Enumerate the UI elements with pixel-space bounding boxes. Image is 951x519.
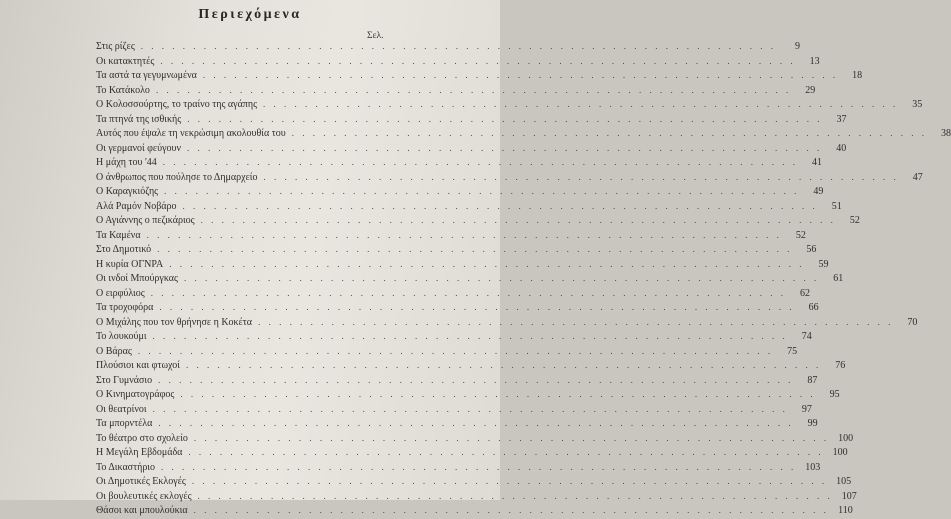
toc-entry-title: Οι βουλευτικές εκλογές <box>96 490 192 502</box>
toc-dot-leader <box>186 360 821 370</box>
toc-entry-page: 70 <box>907 316 918 328</box>
toc-entry-title: Οι γερμανοί φεύγουν <box>96 142 181 154</box>
toc-entry-page: 95 <box>829 389 840 400</box>
toc-entry-page: 51 <box>831 200 842 212</box>
toc-entry <box>96 215 860 229</box>
toc-entry-page: 49 <box>813 186 824 197</box>
toc-entry-title: Αλά Ραμόν Νοβάρο <box>96 200 177 212</box>
toc-entry-title: Η μάχη του '44 <box>96 157 157 168</box>
toc-entry-page: 62 <box>799 287 810 299</box>
toc-entry-title: Οι θεατρίνοι <box>96 403 147 415</box>
toc-dot-leader <box>187 114 822 124</box>
toc-entry-page: 66 <box>808 302 819 313</box>
toc-entry <box>96 186 824 200</box>
toc-dot-leader <box>164 186 799 196</box>
toc-entry <box>96 360 846 374</box>
toc-dot-leader <box>183 201 818 211</box>
toc-entry-title: Ο Βάρας <box>96 345 132 357</box>
toc-entry <box>96 229 806 244</box>
toc-entry <box>96 55 820 70</box>
toc-entry-page: 105 <box>836 476 852 487</box>
toc-entry <box>96 84 816 99</box>
toc-entry-title: Στο Γυμνάσιο <box>96 374 153 386</box>
toc-entry-title: Οι ινδοί Μπούργκας <box>96 273 178 284</box>
toc-entry <box>96 447 848 461</box>
toc-entry-title: Τα πτηνά της ισθικής <box>96 113 182 125</box>
toc-dot-leader <box>258 317 893 327</box>
toc-entry <box>96 113 847 128</box>
toc-entry <box>96 157 823 171</box>
toc-entry-title: Οι κατακτητές <box>96 55 155 67</box>
toc-entry <box>96 461 821 476</box>
page-title: Περιεχόμενα <box>198 7 302 22</box>
toc-entry <box>96 505 853 519</box>
toc-dot-leader <box>203 70 838 80</box>
toc-dot-leader <box>180 389 815 399</box>
toc-dot-leader <box>163 157 798 167</box>
toc-entry-page: 107 <box>841 490 857 502</box>
toc-entry <box>96 389 840 403</box>
toc-dot-leader <box>187 143 822 153</box>
toc-dot-leader <box>153 331 788 341</box>
toc-entry-page: 99 <box>807 418 818 429</box>
toc-entry-page: 18 <box>852 70 863 81</box>
toc-dot-leader <box>198 491 833 501</box>
toc-entry-page: 110 <box>838 505 853 516</box>
toc-entry-page: 56 <box>806 244 817 255</box>
toc-entry-page: 40 <box>836 142 847 154</box>
toc-entry-title: Ο Αγιάννης ο πεζικάριος <box>96 215 195 226</box>
toc-entry <box>96 171 923 186</box>
toc-entry <box>96 70 863 84</box>
toc-entry-page: 59 <box>818 258 829 270</box>
toc-entry-title: Αυτός που έψαλε τη νεκρώσιμη ακολουθία του <box>96 128 286 139</box>
toc-entry-page: 37 <box>836 113 847 125</box>
toc-dot-leader <box>151 288 786 298</box>
toc-entry <box>96 316 918 331</box>
toc-dot-leader <box>188 447 823 457</box>
toc-dot-leader <box>141 41 776 51</box>
toc-entry-title: Το Δικαστήριο <box>96 461 155 473</box>
toc-entry <box>96 331 812 345</box>
toc-entry-page: 41 <box>812 157 823 168</box>
toc-entry-page: 74 <box>801 331 812 342</box>
toc-entry <box>96 128 951 142</box>
toc-entry-title: Ο Κολοσσούρτης, το τραίνο της αγάπης <box>96 99 258 110</box>
toc-entry <box>96 273 844 287</box>
toc-entry-page: 75 <box>787 345 798 357</box>
toc-dot-leader <box>147 230 782 240</box>
toc-entry-page: 38 <box>940 128 951 139</box>
toc-entry-page: 103 <box>805 461 821 473</box>
toc-entry-title: Στις ρίζες <box>96 41 135 52</box>
toc-entry-page: 35 <box>912 99 923 110</box>
toc-entry-title: Ο άνθρωπος που πούλησε το Δημαρχείο <box>96 171 258 183</box>
toc-entry <box>96 403 812 418</box>
toc-dot-leader <box>192 476 827 486</box>
toc-dot-leader <box>138 346 773 356</box>
toc-entry-title: Το θέατρο στο σχολείο <box>96 432 188 444</box>
page-column-header: Σελ. <box>367 31 384 41</box>
toc-dot-leader <box>292 128 927 138</box>
toc-entry-title: Ο Κινηματογράφος <box>96 389 175 400</box>
toc-dot-leader <box>160 56 795 66</box>
toc-dot-leader <box>169 259 804 269</box>
toc-entry <box>96 345 798 360</box>
toc-entry-title: Θάσοι και μπουλούκια <box>96 505 188 516</box>
toc-entry-page: 87 <box>807 374 818 386</box>
toc-entry <box>96 200 842 215</box>
toc-entry <box>96 142 847 157</box>
toc-dot-leader <box>158 418 793 428</box>
toc-dot-leader <box>194 505 829 515</box>
toc-entry-title: Η Μεγάλη Εβδομάδα <box>96 447 183 458</box>
toc-entry <box>96 244 817 258</box>
toc-dot-leader <box>184 273 819 283</box>
toc-entry-page: 100 <box>838 432 854 444</box>
toc-entry-title: Στο Δημοτικό <box>96 244 152 255</box>
toc-entry <box>96 41 801 55</box>
toc-dot-leader <box>157 244 792 254</box>
toc-entry <box>96 476 852 490</box>
toc-entry-title: Τα Καμένα <box>96 229 141 241</box>
toc-entry <box>96 374 818 389</box>
toc-entry <box>96 287 810 302</box>
toc-entry-title: Το Κατάκολο <box>96 84 150 96</box>
toc-entry-title: Τα αστά τα γεγυμνωμένα <box>96 70 197 81</box>
toc-entry-page: 13 <box>809 55 820 67</box>
toc-entry <box>96 490 857 505</box>
toc-entry <box>96 432 854 447</box>
toc-dot-leader <box>159 302 794 312</box>
toc-entry-page: 61 <box>833 273 844 284</box>
toc-entry <box>96 418 818 432</box>
toc-entry-title: Ο ειρφύλιος <box>96 287 145 299</box>
toc-entry-title: Οι Δημοτικές Εκλογές <box>96 476 186 487</box>
toc-entry-page: 52 <box>795 229 806 241</box>
toc-entry-title: Ο Καραγκιόζης <box>96 186 159 197</box>
toc-dot-leader <box>263 172 898 182</box>
toc-entry <box>96 302 819 316</box>
toc-entry-page: 97 <box>801 403 812 415</box>
toc-entry-title: Ο Μιχάλης που τον θρήνησε η Κοκέτα <box>96 316 253 328</box>
toc-entry-page: 9 <box>795 41 801 52</box>
toc-entry-page: 100 <box>832 447 848 458</box>
toc-entry-page: 29 <box>805 84 816 96</box>
toc-entry-page: 76 <box>835 360 846 371</box>
toc-entry-title: Το λουκούμι <box>96 331 147 342</box>
toc-dot-leader <box>158 375 793 385</box>
toc-dot-leader <box>153 404 788 414</box>
toc-dot-leader <box>156 85 791 95</box>
toc-entry-page: 47 <box>912 171 923 183</box>
toc-dot-leader <box>201 215 836 225</box>
toc-entry-title: Τα μπορντέλα <box>96 418 153 429</box>
toc-entry-title: Πλούσιοι και φτωχοί <box>96 360 180 371</box>
toc-dot-leader <box>194 433 829 443</box>
toc-entry-title: Η κυρία ΟΓΝΡΑ <box>96 258 164 270</box>
toc-dot-leader <box>161 462 796 472</box>
toc-entry-page: 52 <box>849 215 860 226</box>
toc-dot-leader <box>263 99 898 109</box>
toc-entry <box>96 99 923 113</box>
toc-entry-title: Τα τροχοφόρα <box>96 302 154 313</box>
toc-entry <box>96 258 829 273</box>
